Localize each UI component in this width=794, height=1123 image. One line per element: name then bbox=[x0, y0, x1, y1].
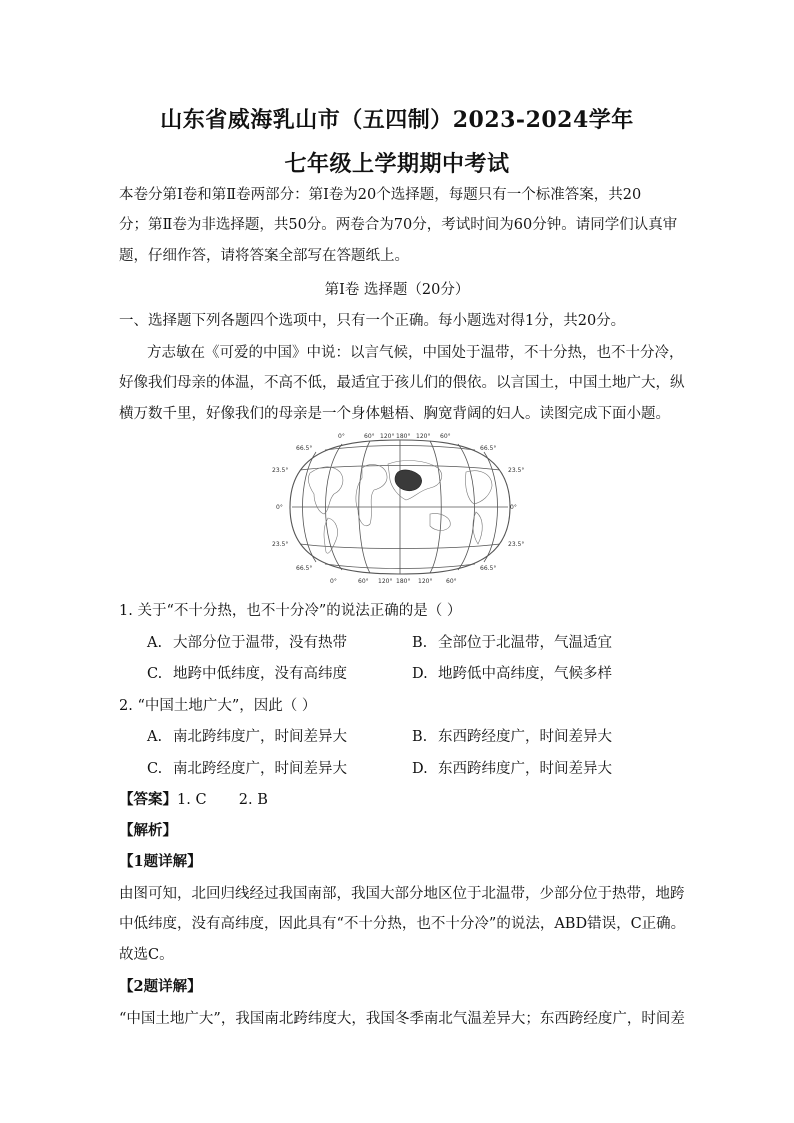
option-text: 东西跨经度广，时间差异大 bbox=[438, 729, 612, 745]
question-1-option-b bbox=[412, 634, 612, 652]
lon-label: 0° bbox=[330, 578, 337, 585]
option-letter: A. bbox=[147, 729, 163, 745]
lon-label: 60° bbox=[440, 433, 451, 440]
detail-1-label: 【1题详解】 bbox=[119, 853, 202, 870]
lon-label: 120° bbox=[416, 433, 431, 440]
lon-label: 180° bbox=[396, 578, 411, 585]
detail-1-text: 故选C。 bbox=[119, 947, 174, 963]
option-text: 地跨低中高纬度，气候多样 bbox=[438, 666, 612, 682]
option-text: 南北跨纬度广，时间差异大 bbox=[173, 729, 347, 745]
intro-line: 本卷分第Ⅰ卷和第Ⅱ卷两部分：第Ⅰ卷为20个选择题，每题只有一个标准答案，共20 bbox=[119, 187, 642, 203]
document-title-line1: 山东省威海乳山市（五四制）2023-2024学年 bbox=[160, 107, 634, 133]
passage-line: 方志敏在《可爱的中国》中说：以言气候，中国处于温带，不十分热，也不十分冷， bbox=[147, 345, 684, 361]
lat-label: 66.5° bbox=[296, 565, 313, 572]
answer-line bbox=[119, 791, 268, 809]
detail-1-text: 由图可知，北回归线经过我国南部，我国大部分地区位于北温带，少部分位于热带，地跨 bbox=[119, 886, 685, 902]
option-letter: B. bbox=[412, 729, 428, 745]
lon-label: 60° bbox=[364, 433, 375, 440]
lat-label: 0° bbox=[276, 504, 283, 511]
question-1-option-d bbox=[412, 665, 612, 683]
lon-label: 60° bbox=[358, 578, 369, 585]
document-title-line2: 七年级上学期期中考试 bbox=[284, 151, 510, 177]
lat-label: 66.5° bbox=[480, 445, 497, 452]
lon-label: 120° bbox=[418, 578, 433, 585]
question-1-option-a bbox=[147, 634, 347, 652]
lat-label: 66.5° bbox=[480, 565, 497, 572]
world-map-figure bbox=[270, 428, 530, 586]
question-1-stem: 1. 关于“不十分热，也不十分冷”的说法正确的是（ ） bbox=[119, 603, 462, 619]
detail-2-label: 【2题详解】 bbox=[119, 978, 202, 995]
lon-label: 0° bbox=[338, 433, 345, 440]
option-letter: C. bbox=[147, 666, 163, 682]
intro-line: 题，仔细作答，请将答案全部写在答题纸上。 bbox=[119, 248, 409, 264]
question-1-option-c bbox=[147, 665, 347, 683]
lat-label: 23.5° bbox=[508, 467, 525, 474]
answer-value: 1. C 2. B bbox=[177, 792, 268, 808]
analysis-label: 【解析】 bbox=[119, 822, 177, 839]
question-2-option-c bbox=[147, 760, 347, 778]
passage-line: 好像我们母亲的体温，不高不低，最适宜于孩儿们的偎依。以言国土，中国土地广大，纵 bbox=[119, 375, 685, 391]
option-text: 大部分位于温带，没有热带 bbox=[173, 635, 347, 651]
lat-label: 23.5° bbox=[508, 541, 525, 548]
question-2-stem: 2. “中国土地广大”，因此（ ） bbox=[119, 698, 317, 714]
question-2-option-a bbox=[147, 728, 347, 746]
section-heading: 第Ⅰ卷 选择题（20分） bbox=[324, 282, 470, 298]
option-text: 东西跨纬度广，时间差异大 bbox=[438, 761, 612, 777]
question-2-option-b bbox=[412, 728, 612, 746]
question-2-option-d bbox=[412, 760, 612, 778]
lat-label: 23.5° bbox=[272, 541, 289, 548]
detail-1-text: 中低纬度，没有高纬度，因此具有“不十分热，也不十分冷”的说法，ABD错误，C正确。 bbox=[119, 916, 686, 932]
answer-label: 【答案】 bbox=[119, 791, 177, 808]
detail-2-text: “中国土地广大”，我国南北跨纬度大，我国冬季南北气温差异大；东西跨经度广，时间差 bbox=[119, 1011, 685, 1027]
lat-label: 23.5° bbox=[272, 467, 289, 474]
option-letter: A. bbox=[147, 635, 163, 651]
lat-label: 0° bbox=[510, 504, 517, 511]
option-text: 地跨中低纬度，没有高纬度 bbox=[173, 666, 347, 682]
option-text: 全部位于北温带，气温适宜 bbox=[438, 635, 612, 651]
lon-label: 120° bbox=[378, 578, 393, 585]
intro-line: 分；第Ⅱ卷为非选择题，共50分。两卷合为70分，考试时间为60分钟。请同学们认真审 bbox=[119, 217, 678, 233]
option-letter: C. bbox=[147, 761, 163, 777]
option-text: 南北跨经度广，时间差异大 bbox=[173, 761, 347, 777]
option-letter: D. bbox=[412, 761, 428, 777]
lon-label: 120° bbox=[380, 433, 395, 440]
passage-line: 横万数千里，好像我们的母亲是一个身体魁梧、胸宽背阔的妇人。读图完成下面小题。 bbox=[119, 406, 670, 422]
section-instruction: 一、选择题下列各题四个选项中，只有一个正确。每小题选对得1分，共20分。 bbox=[119, 313, 626, 329]
lon-label: 180° bbox=[396, 433, 411, 440]
lon-label: 60° bbox=[446, 578, 457, 585]
option-letter: D. bbox=[412, 666, 428, 682]
lat-label: 66.5° bbox=[296, 445, 313, 452]
option-letter: B. bbox=[412, 635, 428, 651]
